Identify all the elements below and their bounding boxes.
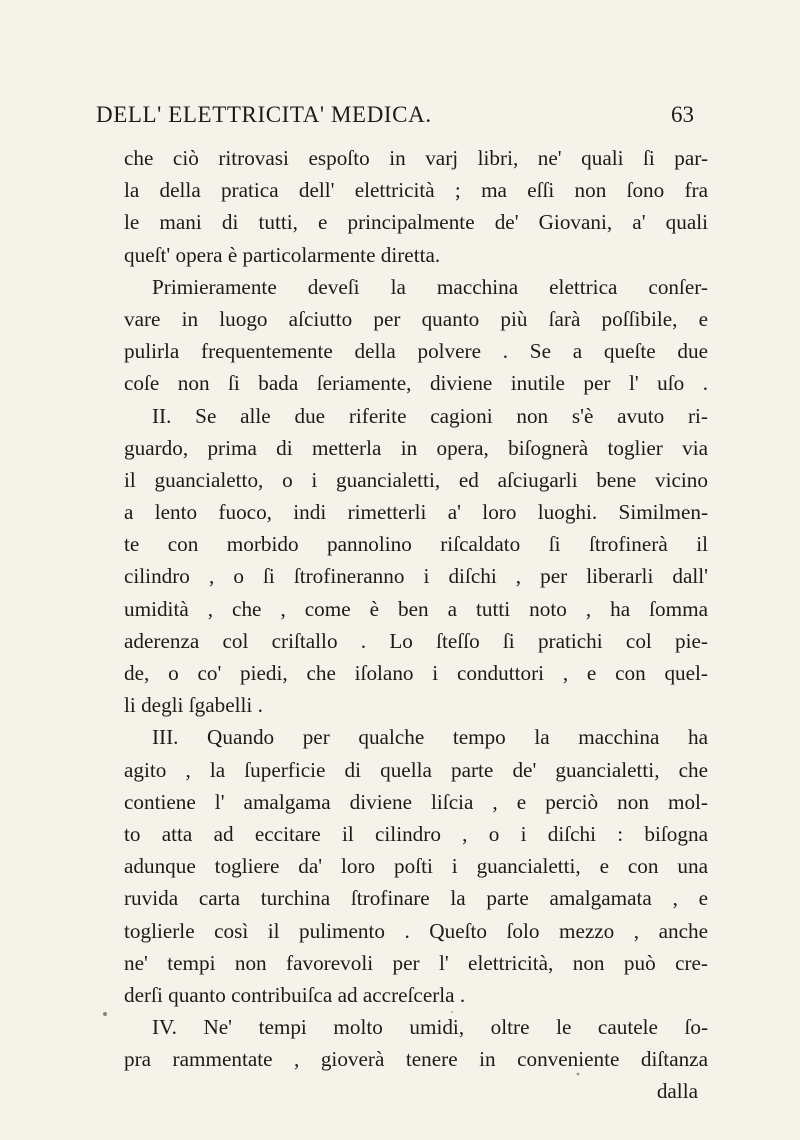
text-line: la della pratica dell' elettricità ; ma eſſi non ſono fra xyxy=(124,178,708,203)
text-line: to atta ad eccitare il cilindro , o i diſchi : biſogna xyxy=(124,821,708,846)
text-line: toglierle così il pulimento . Queſto ſolo mezzo , anche xyxy=(124,918,708,943)
body-text xyxy=(124,142,708,1108)
text-line: te con morbido pannolino riſcaldato ſi ſtrofinerà il xyxy=(124,532,708,557)
text-line: derſi quanto contribuiſca ad accreſcerla . xyxy=(124,982,466,1007)
text-line: agito , la ſuperficie di quella parte de' guancialetti, che xyxy=(124,757,708,782)
text-line: de, o co' piedi, che iſolano i conduttori , e con quel- xyxy=(124,661,708,685)
paragraph-start-line: Primieramente deveſi la macchina elettrica conſer- xyxy=(152,274,708,299)
section-iii-line: III. Quando per qualche tempo la macchina ha xyxy=(152,725,708,750)
section-iv-line: IV. Ne' tempi molto umidi, oltre le cautele ſo- xyxy=(152,1015,708,1040)
catchword: dalla xyxy=(656,1079,698,1104)
text-line: queſt' opera è particolarmente diretta. xyxy=(124,242,441,267)
text-line: a lento fuoco, indi rimetterli a' loro luoghi. Similmen- xyxy=(124,500,708,525)
text-line: ne' tempi non favorevoli per l' elettricità, non può cre- xyxy=(124,950,708,975)
running-head xyxy=(96,102,694,138)
text-line: li degli ſgabelli . xyxy=(124,693,263,718)
text-line: le mani di tutti, e principalmente de' Giovani, a' quali xyxy=(124,210,708,235)
page-number: 63 xyxy=(671,102,694,127)
speck xyxy=(103,1012,107,1016)
section-ii-line: II. Se alle due riferite cagioni non s'è avuto ri- xyxy=(152,403,708,428)
text-line: pra rammentate , gioverà tenere in conveniente diſtanza xyxy=(124,1047,708,1072)
text-line: adunque togliere da' loro poſti i guancialetti, e con una xyxy=(124,854,708,879)
text-line: guardo, prima di metterla in opera, biſognerà toglier via xyxy=(124,435,708,460)
text-line: aderenza col criſtallo . Lo ſteſſo ſi pratichi col pie- xyxy=(124,628,708,653)
text-line: vare in luogo aſciutto per quanto più ſarà poſſibile, e xyxy=(124,306,708,331)
running-title: DELL' ELETTRICITA' MEDICA. xyxy=(96,102,432,127)
text-line: pulirla frequentemente della polvere . Se a queſte due xyxy=(124,339,708,364)
text-line: il guancialetto, o i guancialetti, ed aſciugarli bene vicino xyxy=(124,467,708,492)
text-line: ruvida carta turchina ſtrofinare la parte amalgamata , e xyxy=(124,886,708,911)
text-line: umidità , che , come è ben a tutti noto , ha ſomma xyxy=(124,596,708,621)
text-line: contiene l' amalgama diviene liſcia , e perciò non mol- xyxy=(124,789,708,814)
text-line: che ciò ritrovasi espoſto in varj libri, ne' quali ſi par- xyxy=(124,146,708,170)
text-line: cilindro , o ſi ſtrofineranno i diſchi , per liberarli dall' xyxy=(124,564,708,589)
text-line: coſe non ſi bada ſeriamente, diviene inutile per l' uſo . xyxy=(124,371,708,396)
